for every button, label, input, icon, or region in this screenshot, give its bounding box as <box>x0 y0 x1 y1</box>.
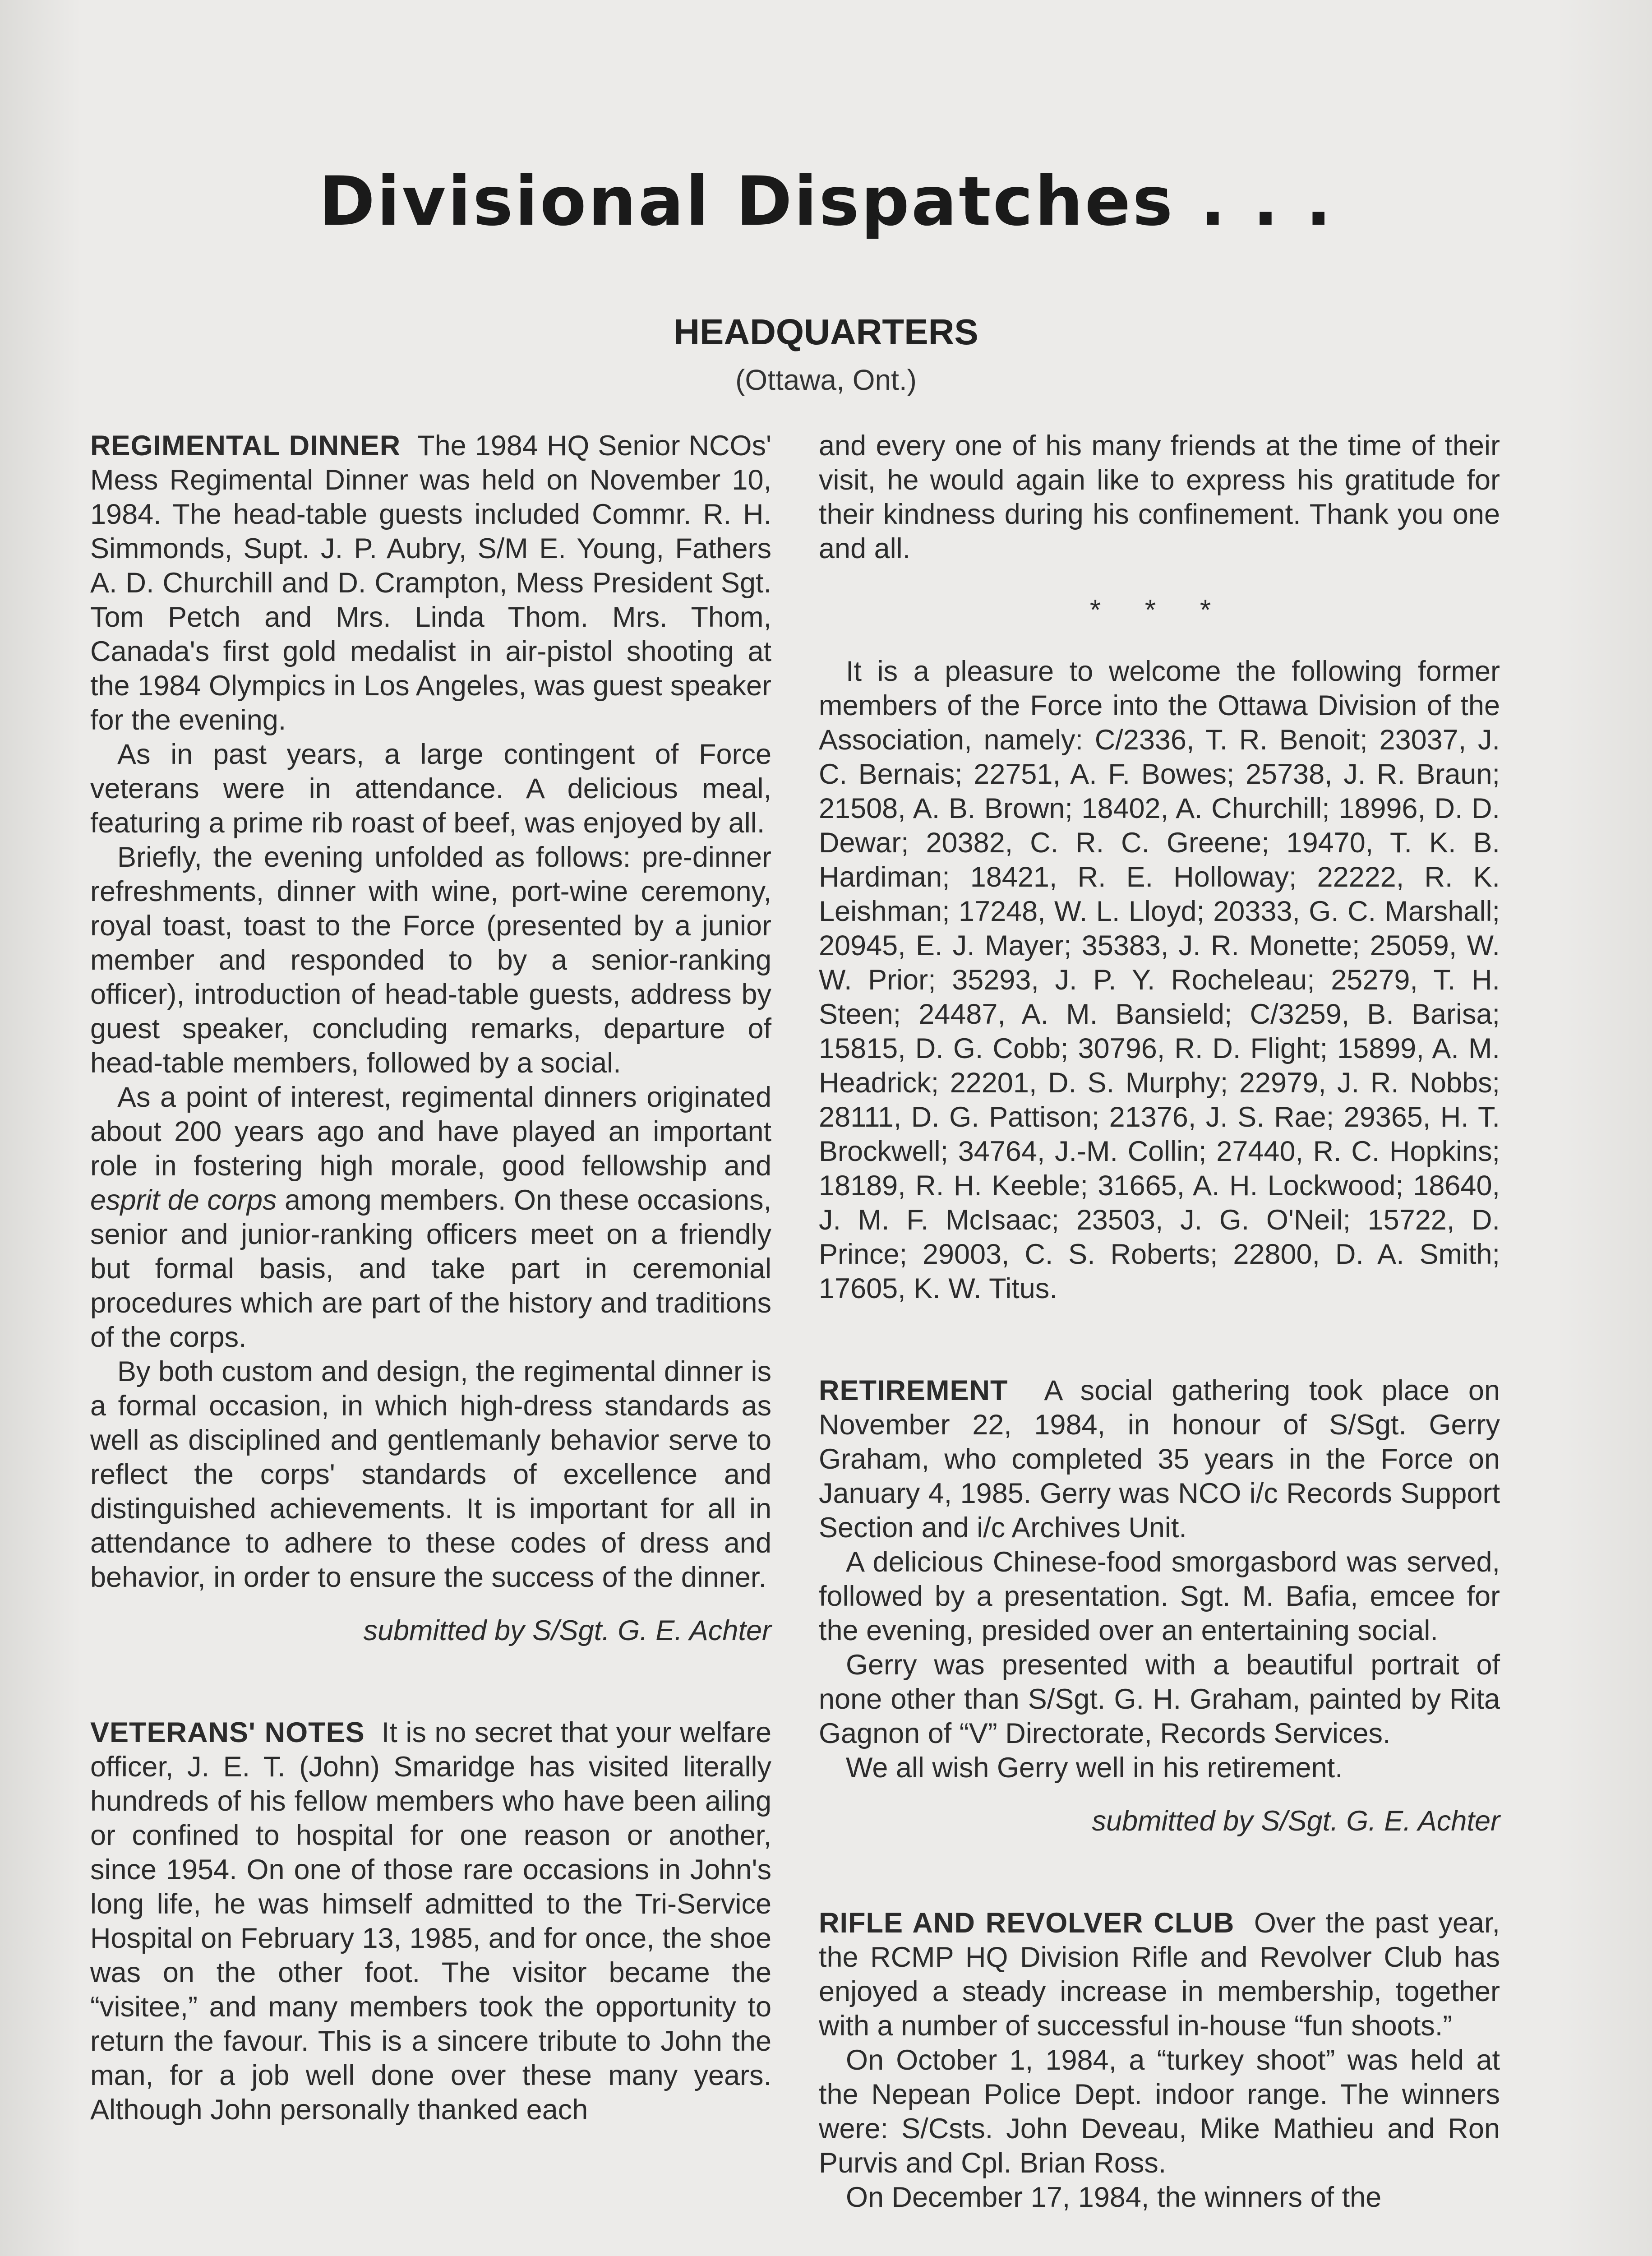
regimental-dinner-signature: submitted by S/Sgt. G. E. Achter <box>363 1615 771 1646</box>
retirement-signature: submitted by S/Sgt. G. E. Achter <box>1092 1805 1500 1837</box>
retirement-heading: RETIREMENT <box>819 1375 1008 1406</box>
regimental-dinner-heading: REGIMENTAL DINNER <box>90 430 401 462</box>
regimental-dinner-p3: Briefly, the evening unfolded as follows: pre-dinner refreshments, dinner with wine, port-wine ceremony, royal toast, toast to the Force (presented by a junior member and responded to by a senior-ranking officer), introduction of head-table guests, address by guest speaker, concluding remarks, departure of head-table members, followed by a social. <box>90 841 771 1079</box>
welcome-members-list: It is a pleasure to welcome the following former members of the Force into the Ottawa Division of the Association, namely: C/2336, T. R. Benoit; 23037, J. C. Bernais; 22751, A. F. Bowes; 25738, J. R. Braun; 21508, A. B. Brown; 18402, A. Churchill; 18996, D. D. Dewar; 20382, C. R. C. Greene; 19470, T. K. B. Hardiman; 18421, R. E. Holloway; 22222, R. K. Leishman; 17248, W. L. Lloyd; 20333, G. C. Marshall; 20945, E. J. Mayer; 35383, J. R. Monette; 25059, W. W. Prior; 35293, J. P. Y. Rocheleau; 25279, T. H. Steen; 24487, A. M. Bansield; C/3259, B. Barisa; 15815, D. G. Cobb; 30796, R. D. Flight; 15899, A. M. Headrick; 22201, D. S. Murphy; 22979, J. R. Nobbs; 28111, D. G. Pattison; 21376, J. S. Rae; 29365, H. T. Brockwell; 34764, J.-M. Collin; 27440, R. C. Hopkins; 18189, R. H. Keeble; 31665, A. H. Lockwood; 18640, J. M. F. McIsaac; 23503, J. G. O'Neil; 15722, D. Prince; 29003, C. S. Roberts; 22800, D. A. Smith; 17605, K. W. Titus. <box>819 656 1500 1304</box>
section-location: (Ottawa, Ont.) <box>735 364 917 396</box>
regimental-dinner-p2: As in past years, a large contingent of Force veterans were in attendance. A delicious meal, featuring a prime rib roast of beef, was enjoyed by all. <box>90 739 771 839</box>
regimental-dinner-p5: By both custom and design, the regimental dinner is a formal occasion, in which high-dress standards as well as disciplined and gentlemanly behavior serve to reflect the corps' standards of excellence and distinguished achievements. It is important for all in attendance to adhere to these codes of dress and behavior, in order to ensure the success of the dinner. <box>90 1356 771 1593</box>
left-column <box>90 429 771 2127</box>
rifle-club-p1: RIFLE AND REVOLVER CLUB Over the past year, the RCMP HQ Division Rifle and Revolver Club has enjoyed a steady increase in membership, together with a number of successful in-house “fun shoots.” <box>819 1907 1500 2042</box>
veterans-notes-heading: VETERANS' NOTES <box>90 1717 365 1748</box>
regimental-dinner-p4: As a point of interest, regimental dinners originated about 200 years ago and have played an important role in fostering high morale, good fellowship and esprit de corps among members. On these occasions, senior and junior-ranking officers meet on a friendly but formal basis, and take part in ceremonial procedures which are part of the history and traditions of the corps. <box>90 1082 771 1353</box>
section-divider-stars: * * * <box>1089 594 1229 626</box>
regimental-dinner-p1: REGIMENTAL DINNER The 1984 HQ Senior NCOs' Mess Regimental Dinner was held on November 10, 1984. The head-table guests included Commr. R. H. Simmonds, Supt. J. P. Aubry, S/M E. Young, Fathers A. D. Churchill and D. Crampton, Mess President Sgt. Tom Petch and Mrs. Linda Thom. Mrs. Thom, Canada's first gold medalist in air-pistol shooting at the 1984 Olympics in Los Angeles, was guest speaker for the evening. <box>90 430 772 736</box>
retirement-p2: A delicious Chinese-food smorgasbord was served, followed by a presentation. Sgt. M. Bafia, emcee for the evening, presided over an entertaining social. <box>819 1546 1500 1646</box>
rifle-club-p2: On October 1, 1984, a “turkey shoot” was held at the Nepean Police Dept. indoor range. The winners were: S/Csts. John Deveau, Mike Mathieu and Ron Purvis and Cpl. Brian Ross. <box>819 2044 1500 2179</box>
right-column <box>819 429 1500 2214</box>
page-title: Divisional Dispatches . . . <box>318 162 1334 241</box>
veterans-notes-continued: and every one of his many friends at the time of their visit, he would again like to express his gratitude for their kindness during his confinement. Thank you one and all. <box>819 430 1500 564</box>
rifle-club-heading: RIFLE AND REVOLVER CLUB <box>819 1907 1235 1939</box>
retirement-p4: We all wish Gerry well in his retirement. <box>846 1752 1343 1784</box>
section-heading: HEADQUARTERS <box>674 312 978 352</box>
retirement-p1: RETIREMENT A social gathering took place on November 22, 1984, in honour of S/Sgt. Gerry Graham, who completed 35 years in the Force on January 4, 1985. Gerry was NCO i/c Records Support Section and i/c Archives Unit. <box>819 1375 1500 1544</box>
veterans-notes-p1: VETERANS' NOTES It is no secret that your welfare officer, J. E. T. (John) Smaridge has visited literally hundreds of his fellow members who have been ailing or confined to hospital for one reason or another, since 1954. On one of those rare occasions in John's long life, he was himself admitted to the Tri-Service Hospital on February 13, 1985, and for once, the shoe was on the other foot. The visitor became the “visitee,” and many members took the opportunity to return the favour. This is a sincere tribute to John the man, for a job well done over these many years. Although John personally thanked each <box>90 1717 771 2126</box>
retirement-p3: Gerry was presented with a beautiful portrait of none other than S/Sgt. G. H. Graham, painted by Rita Gagnon of “V” Directorate, Records Services. <box>819 1649 1500 1749</box>
rifle-club-p3: On December 17, 1984, the winners of the <box>846 2182 1382 2213</box>
